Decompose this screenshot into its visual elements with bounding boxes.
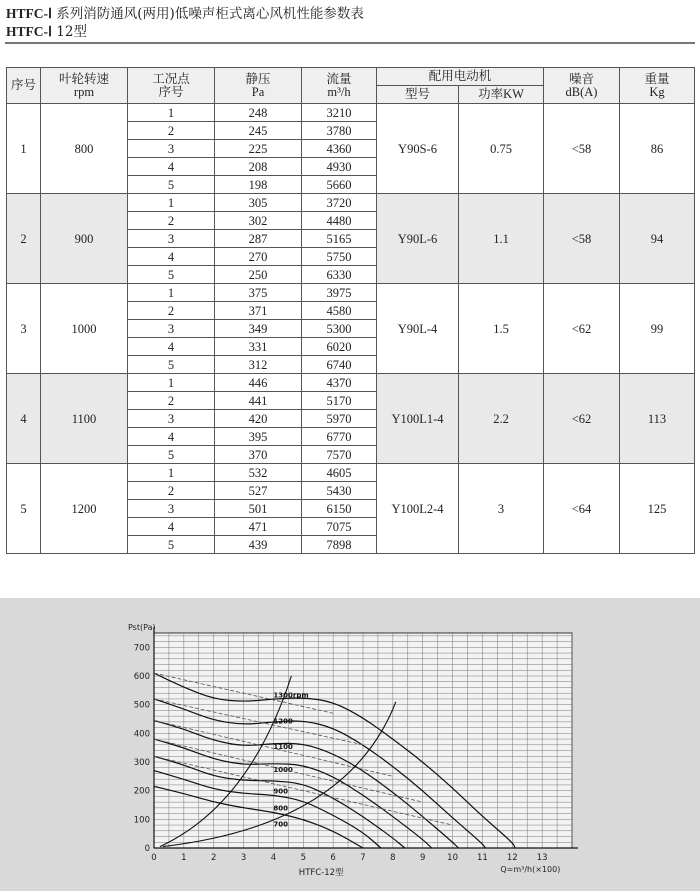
flow-rate: 6770 bbox=[302, 428, 377, 446]
fan-weight: 125 bbox=[620, 464, 695, 554]
y-tick-label: 700 bbox=[133, 643, 150, 654]
x-tick-label: 12 bbox=[506, 853, 518, 863]
flow-rate: 3780 bbox=[302, 122, 377, 140]
noise-level: <58 bbox=[544, 194, 620, 284]
header-motor-model: 型号 bbox=[377, 86, 459, 104]
point-number: 5 bbox=[128, 536, 215, 554]
static-pressure: 250 bbox=[215, 266, 302, 284]
x-tick-label: 10 bbox=[447, 853, 458, 863]
y-tick-label: 200 bbox=[133, 786, 150, 797]
static-pressure: 532 bbox=[215, 464, 302, 482]
point-number: 5 bbox=[128, 356, 215, 374]
model-subtitle: HTFC-Ⅰ 12型 bbox=[6, 24, 87, 40]
table-row bbox=[7, 104, 695, 122]
noise-level: <62 bbox=[544, 374, 620, 464]
curve-label: 800 bbox=[273, 804, 289, 813]
point-number: 1 bbox=[128, 284, 215, 302]
fan-weight: 113 bbox=[620, 374, 695, 464]
flow-rate: 5300 bbox=[302, 320, 377, 338]
x-tick-label: 4 bbox=[270, 853, 277, 863]
group-seq: 1 bbox=[7, 104, 41, 194]
curve-label: 700 bbox=[273, 820, 289, 829]
x-tick-label: 5 bbox=[300, 853, 306, 863]
motor-power: 0.75 bbox=[459, 104, 544, 194]
noise-level: <62 bbox=[544, 284, 620, 374]
static-pressure: 312 bbox=[215, 356, 302, 374]
point-number: 4 bbox=[128, 158, 215, 176]
curve-label: 1200 bbox=[273, 717, 293, 726]
flow-rate: 3720 bbox=[302, 194, 377, 212]
group-speed: 900 bbox=[41, 194, 128, 284]
flow-rate: 4360 bbox=[302, 140, 377, 158]
flow-rate: 5750 bbox=[302, 248, 377, 266]
y-tick-label: 500 bbox=[133, 700, 150, 711]
motor-power: 1.5 bbox=[459, 284, 544, 374]
flow-rate: 6020 bbox=[302, 338, 377, 356]
point-number: 1 bbox=[128, 104, 215, 122]
header-pressure: 静压 Pa bbox=[215, 68, 302, 104]
static-pressure: 375 bbox=[215, 284, 302, 302]
static-pressure: 501 bbox=[215, 500, 302, 518]
flow-rate: 4580 bbox=[302, 302, 377, 320]
x-tick-label: 6 bbox=[330, 853, 336, 863]
fan-weight: 86 bbox=[620, 104, 695, 194]
page-title: HTFC-Ⅰ 系列消防通风(两用)低噪声柜式离心风机性能参数表 bbox=[6, 6, 364, 22]
flow-rate: 5430 bbox=[302, 482, 377, 500]
header-weight: 重量 Kg bbox=[620, 68, 695, 104]
group-speed: 1100 bbox=[41, 374, 128, 464]
static-pressure: 225 bbox=[215, 140, 302, 158]
motor-model: Y90L-4 bbox=[377, 284, 459, 374]
flow-rate: 5170 bbox=[302, 392, 377, 410]
motor-model: Y90S-6 bbox=[377, 104, 459, 194]
group-seq: 5 bbox=[7, 464, 41, 554]
group-speed: 1000 bbox=[41, 284, 128, 374]
flow-rate: 4370 bbox=[302, 374, 377, 392]
x-tick-label: 2 bbox=[211, 853, 217, 863]
fan-weight: 99 bbox=[620, 284, 695, 374]
x-tick-label: 11 bbox=[477, 853, 488, 863]
x-tick-label: 1 bbox=[181, 853, 187, 863]
flow-rate: 3210 bbox=[302, 104, 377, 122]
noise-level: <64 bbox=[544, 464, 620, 554]
point-number: 3 bbox=[128, 140, 215, 158]
static-pressure: 349 bbox=[215, 320, 302, 338]
point-number: 3 bbox=[128, 410, 215, 428]
flow-rate: 4605 bbox=[302, 464, 377, 482]
point-number: 2 bbox=[128, 302, 215, 320]
static-pressure: 441 bbox=[215, 392, 302, 410]
group-seq: 4 bbox=[7, 374, 41, 464]
table-row bbox=[7, 374, 695, 392]
flow-rate: 5165 bbox=[302, 230, 377, 248]
group-speed: 800 bbox=[41, 104, 128, 194]
header-noise: 噪音 dB(A) bbox=[544, 68, 620, 104]
static-pressure: 371 bbox=[215, 302, 302, 320]
performance-table bbox=[6, 67, 695, 554]
motor-power: 3 bbox=[459, 464, 544, 554]
motor-model: Y100L2-4 bbox=[377, 464, 459, 554]
header-speed: 叶轮转速 rpm bbox=[41, 68, 128, 104]
point-number: 2 bbox=[128, 122, 215, 140]
x-tick-label: 9 bbox=[420, 853, 426, 863]
chart-title: HTFC-12型 bbox=[298, 868, 344, 878]
static-pressure: 302 bbox=[215, 212, 302, 230]
point-number: 4 bbox=[128, 518, 215, 536]
point-number: 2 bbox=[128, 212, 215, 230]
header-motor: 配用电动机 bbox=[377, 68, 544, 86]
table-row bbox=[7, 284, 695, 302]
flow-rate: 4930 bbox=[302, 158, 377, 176]
y-tick-label: 100 bbox=[133, 815, 150, 826]
flow-rate: 7898 bbox=[302, 536, 377, 554]
header-seq: 序号 bbox=[7, 68, 41, 104]
static-pressure: 245 bbox=[215, 122, 302, 140]
motor-model: Y100L1-4 bbox=[377, 374, 459, 464]
y-tick-label: 0 bbox=[144, 844, 150, 854]
point-number: 1 bbox=[128, 194, 215, 212]
x-axis-label: Q=m³/h(×100) bbox=[500, 865, 561, 874]
x-tick-label: 7 bbox=[360, 853, 366, 863]
static-pressure: 270 bbox=[215, 248, 302, 266]
y-tick-label: 600 bbox=[133, 672, 150, 682]
fan-weight: 94 bbox=[620, 194, 695, 284]
point-number: 1 bbox=[128, 374, 215, 392]
x-tick-label: 0 bbox=[151, 853, 157, 863]
flow-rate: 3975 bbox=[302, 284, 377, 302]
static-pressure: 420 bbox=[215, 410, 302, 428]
point-number: 1 bbox=[128, 464, 215, 482]
header-flow: 流量 m³/h bbox=[302, 68, 377, 104]
noise-level: <58 bbox=[544, 104, 620, 194]
static-pressure: 439 bbox=[215, 536, 302, 554]
group-speed: 1200 bbox=[41, 464, 128, 554]
curve-label: 1300rpm bbox=[273, 691, 309, 700]
point-number: 5 bbox=[128, 266, 215, 284]
static-pressure: 287 bbox=[215, 230, 302, 248]
flow-rate: 6740 bbox=[302, 356, 377, 374]
title-rule bbox=[5, 42, 695, 44]
y-tick-label: 400 bbox=[133, 729, 150, 740]
point-number: 4 bbox=[128, 428, 215, 446]
flow-rate: 5660 bbox=[302, 176, 377, 194]
static-pressure: 248 bbox=[215, 104, 302, 122]
point-number: 3 bbox=[128, 500, 215, 518]
static-pressure: 305 bbox=[215, 194, 302, 212]
performance-chart bbox=[0, 598, 700, 891]
flow-rate: 6330 bbox=[302, 266, 377, 284]
flow-rate: 7075 bbox=[302, 518, 377, 536]
point-number: 2 bbox=[128, 482, 215, 500]
point-number: 5 bbox=[128, 176, 215, 194]
curve-label: 1100 bbox=[273, 743, 293, 752]
point-number: 4 bbox=[128, 248, 215, 266]
flow-rate: 6150 bbox=[302, 500, 377, 518]
header-point: 工况点 序号 bbox=[128, 68, 215, 104]
flow-rate: 7570 bbox=[302, 446, 377, 464]
x-tick-label: 8 bbox=[390, 853, 396, 863]
group-seq: 3 bbox=[7, 284, 41, 374]
static-pressure: 395 bbox=[215, 428, 302, 446]
static-pressure: 471 bbox=[215, 518, 302, 536]
point-number: 3 bbox=[128, 230, 215, 248]
point-number: 4 bbox=[128, 338, 215, 356]
table-row bbox=[7, 464, 695, 482]
x-tick-label: 3 bbox=[240, 853, 247, 863]
point-number: 2 bbox=[128, 392, 215, 410]
static-pressure: 198 bbox=[215, 176, 302, 194]
flow-rate: 5970 bbox=[302, 410, 377, 428]
y-axis-label: Pst(Pa) bbox=[128, 623, 156, 632]
static-pressure: 527 bbox=[215, 482, 302, 500]
performance-chart-panel bbox=[0, 598, 700, 891]
point-number: 5 bbox=[128, 446, 215, 464]
static-pressure: 446 bbox=[215, 374, 302, 392]
motor-power: 2.2 bbox=[459, 374, 544, 464]
curve-label: 900 bbox=[273, 787, 289, 796]
motor-power: 1.1 bbox=[459, 194, 544, 284]
x-tick-label: 13 bbox=[536, 853, 548, 863]
motor-model: Y90L-6 bbox=[377, 194, 459, 284]
point-number: 3 bbox=[128, 320, 215, 338]
y-tick-label: 300 bbox=[133, 758, 150, 768]
static-pressure: 331 bbox=[215, 338, 302, 356]
table-row bbox=[7, 194, 695, 212]
header-motor-power: 功率KW bbox=[459, 86, 544, 104]
static-pressure: 370 bbox=[215, 446, 302, 464]
curve-label: 1000 bbox=[273, 766, 293, 775]
static-pressure: 208 bbox=[215, 158, 302, 176]
group-seq: 2 bbox=[7, 194, 41, 284]
flow-rate: 4480 bbox=[302, 212, 377, 230]
